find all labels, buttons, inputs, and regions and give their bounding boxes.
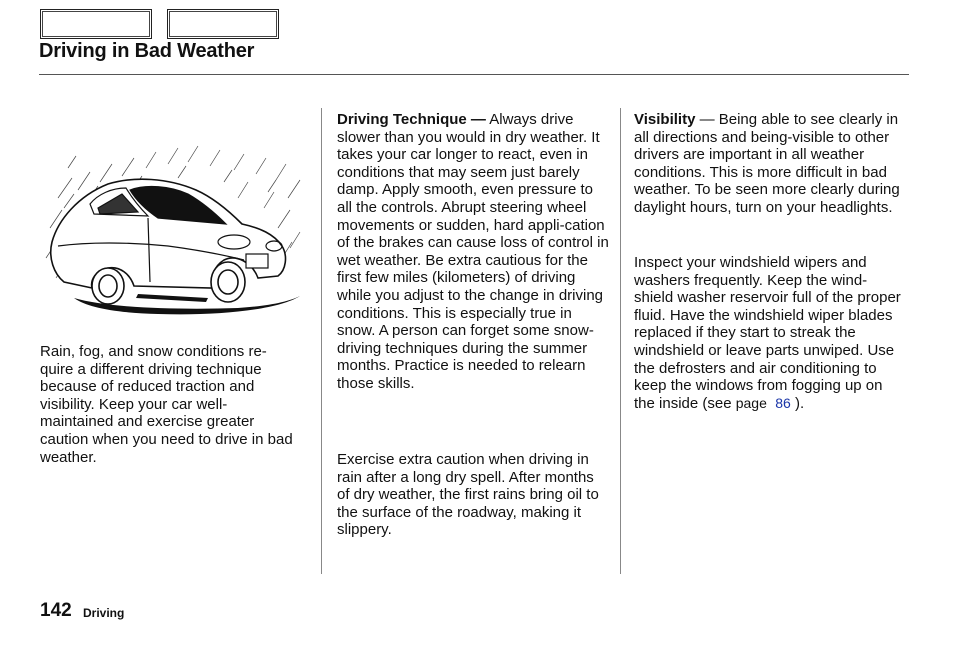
section-name: Driving	[83, 606, 125, 620]
page-title: Driving in Bad Weather	[39, 40, 255, 62]
nav-button-previous[interactable]	[40, 9, 152, 39]
visibility-heading: Visibility	[634, 111, 696, 128]
visibility-body: — Being able to see clearly in all directions and being-visible to other drivers are important in all weather conditions. This is more difficult in bad weather. To be seen more clearly during daylight hours, turn on your headlights.	[634, 111, 900, 216]
nav-button-next[interactable]	[167, 9, 279, 39]
car-in-rain-illustration	[38, 138, 308, 318]
wet-road-caution-paragraph: Exercise extra caution when driving in rain after a long dry spell. After months of dry weather, the first rains bring oil to the surface of the roadway, making it slippery.	[337, 451, 599, 539]
visibility-paragraph	[634, 111, 906, 217]
title-divider	[39, 74, 909, 75]
wipers-text-end: ).	[790, 394, 805, 412]
page-number: 142	[40, 600, 72, 621]
page-reference-label: page	[735, 394, 767, 411]
wipers-paragraph	[634, 254, 906, 412]
column-divider-right	[620, 108, 621, 574]
driving-technique-paragraph	[337, 111, 609, 393]
driving-technique-body: Always drive slower than you would in dry weather. It takes your car longer to react, even in conditions that may seem just barely damp. Apply smooth, even pressure to all the controls. Abrupt steering wheel movements or sudden, hard appli-cation of the brakes can cause loss of control in wet weather. Be extra cautious for the first few miles (kilometers) of driving while you adjust to the change in driving conditions. This is especially true in snow. A person can forget some snow-driving techniques during the summer months. Practice is needed to relearn those skills.	[337, 111, 609, 392]
driving-technique-heading: Driving Technique —	[337, 111, 486, 128]
wipers-text: Inspect your windshield wipers and washers frequently. Keep the wind-shield washer reservoir full of the proper fluid. Have the windshield wiper blades replaced if they start to streak the windshield or leave parts unwiped. Use the defrosters and air conditioning to keep the windows from fogging up on the inside (see	[634, 254, 901, 412]
intro-paragraph: Rain, fog, and snow conditions re-quire a different driving technique because of reduced traction and visibility. Keep your car well-maintained and exercise greater caution when you need to drive in bad weather.	[40, 343, 293, 466]
page-86-link[interactable]: 86	[775, 394, 791, 411]
column-divider-left	[321, 108, 322, 574]
